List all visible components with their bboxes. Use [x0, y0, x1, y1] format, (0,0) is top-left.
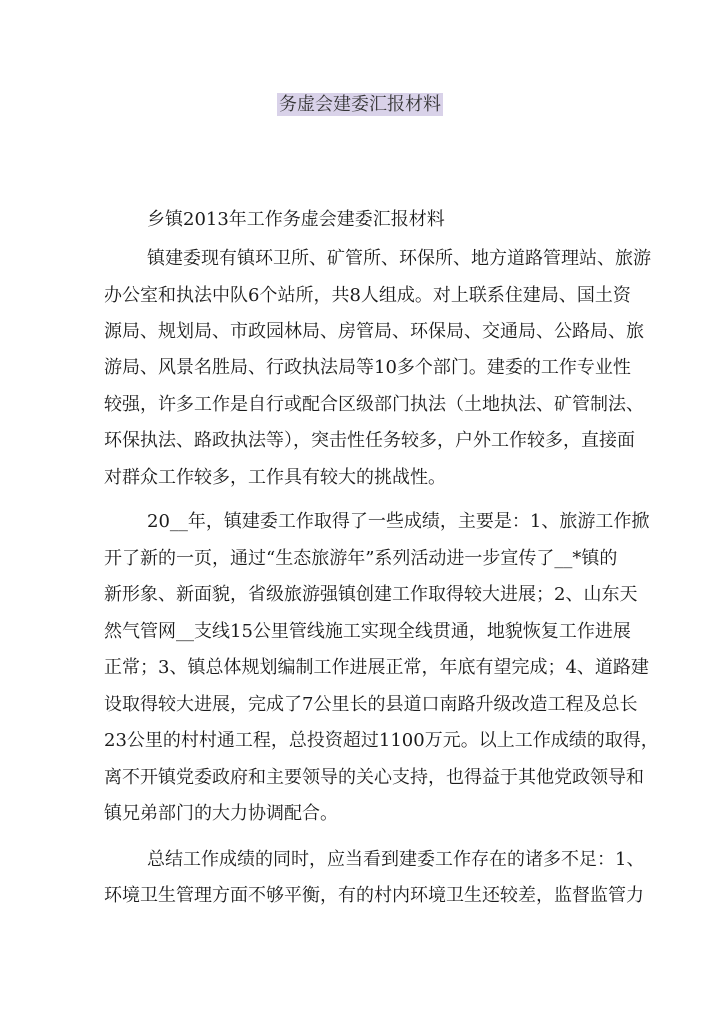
paragraph-line: 游局、风景名胜局、行政执法局等10多个部门。建委的工作专业性	[104, 357, 631, 378]
paragraph-line: 环保执法、路政执法等），突击性任务较多，户外工作较多，直接面	[104, 430, 635, 451]
paragraph-line: 总结工作成绩的同时，应当看到建委工作存在的诸多不足：1、	[147, 849, 645, 870]
paragraph-line: 较强，许多工作是自行或配合区级部门执法（土地执法、矿管制法、	[104, 394, 644, 415]
paragraph-line: 离不开镇党委政府和主要领导的关心支持，也得益于其他党政领导和	[104, 767, 644, 788]
paragraph-line: 对群众工作较多，工作具有较大的挑战性。	[104, 467, 446, 488]
paragraph-line: 23公里的村村通工程，总投资超过1100万元。以上工作成绩的取得，	[104, 730, 659, 751]
paragraph-line: 开了新的一页，通过“生态旅游年”系列活动进一步宣传了__*镇的	[104, 548, 618, 569]
paragraph-line: 源局、规划局、市政园林局、房管局、环保局、交通局、公路局、旅	[104, 321, 644, 342]
paragraph-line: 镇建委现有镇环卫所、矿管所、环保所、地方道路管理站、旅游	[147, 248, 651, 269]
paragraph-line: 然气管网__支线15公里管线施工实现全线贯通，地貌恢复工作进展	[104, 621, 631, 642]
paragraph-line: 正常；3、镇总体规划编制工作进展正常，年底有望完成；4、道路建	[104, 657, 649, 678]
paragraph-line: 办公室和执法中队6个站所，共8人组成。对上联系住建局、国土资	[104, 285, 631, 306]
paragraph-line: 20__年，镇建委工作取得了一些成绩，主要是：1、旅游工作掀	[147, 511, 650, 532]
paragraph-line: 新形象、新面貌，省级旅游强镇创建工作取得较大进展；2、山东天	[104, 584, 638, 605]
paragraph-line: 设取得较大进展，完成了7公里长的县道口南路升级改造工程及总长	[104, 694, 638, 715]
paragraph-line: 环境卫生管理方面不够平衡，有的村内环境卫生还较差，监督监管力	[104, 885, 644, 906]
document-subtitle: 乡镇2013年工作务虚会建委汇报材料	[147, 209, 445, 230]
document-title	[0, 92, 720, 118]
document-title-text: 务虚会建委汇报材料	[279, 94, 441, 115]
paragraph-line: 镇兄弟部门的大力协调配合。	[104, 803, 338, 824]
